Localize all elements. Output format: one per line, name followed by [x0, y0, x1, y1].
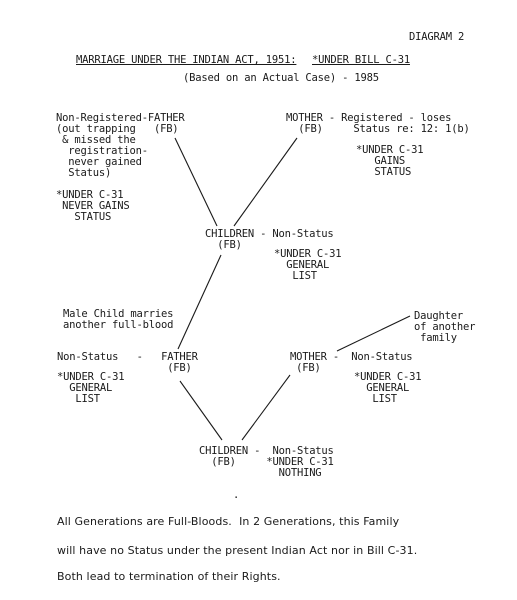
- diagram-subtitle: (Based on an Actual Case) - 1985: [183, 72, 379, 84]
- line-gen1-mother-to-children: [234, 138, 297, 226]
- gen2-mother-node: MOTHER - Non-Status (FB): [290, 351, 413, 374]
- gen1-mother-c31-note: *UNDER C-31 GAINS STATUS: [356, 144, 424, 178]
- footer-line-1: All Generations are Full-Bloods. In 2 Generations, this Family: [57, 515, 400, 528]
- line-daughter-to-gen2-mother: [337, 316, 410, 351]
- line-gen2-father-to-children: [180, 381, 222, 440]
- gen2-father-node: Non-Status - FATHER (FB): [57, 351, 198, 374]
- gen2-mother-c31-note: *UNDER C-31 GENERAL LIST: [354, 371, 422, 405]
- diagram-title-bill: *UNDER BILL C-31: [312, 54, 410, 66]
- line-gen2-mother-to-children: [242, 375, 290, 440]
- line-children-to-gen2-father: [178, 255, 221, 349]
- footer-line-3: Both lead to termination of their Rights.: [57, 570, 281, 583]
- marriage-note: Male Child marries another full-blood: [63, 308, 174, 331]
- gen1-mother-node: MOTHER - Registered - loses (FB) Status re: 12: 1(b): [286, 112, 470, 135]
- stray-dot: .: [233, 489, 240, 501]
- daughter-note: Daughter of another family: [414, 310, 476, 344]
- footer-line-2: will have no Status under the present Indian Act nor in Bill C-31.: [57, 544, 418, 557]
- gen2-father-c31-note: *UNDER C-31 GENERAL LIST: [57, 371, 125, 405]
- gen1-father-c31-note: *UNDER C-31 NEVER GAINS STATUS: [56, 189, 130, 223]
- diagram-title: MARRIAGE UNDER THE INDIAN ACT, 1951:: [76, 54, 297, 66]
- diagram-label: DIAGRAM 2: [409, 31, 465, 43]
- gen3-children-node: CHILDREN - Non-Status (FB) *UNDER C-31 NOTHING: [199, 445, 334, 479]
- gen1-father-node: Non-Registered-FATHER (out trapping (FB) & missed the registration- never gained Status): [56, 112, 185, 179]
- gen2-children-c31-note: *UNDER C-31 GENERAL LIST: [274, 248, 342, 282]
- gen2-children-node: CHILDREN - Non-Status (FB): [205, 228, 334, 251]
